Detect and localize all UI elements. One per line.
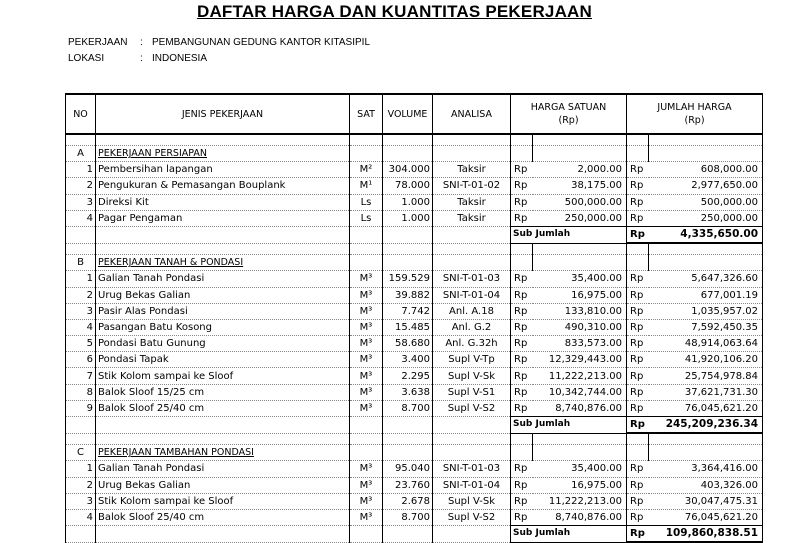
empty-cell xyxy=(350,445,383,461)
table-row xyxy=(66,336,763,352)
item-jenis: Pengukuran & Pemasangan Bouplank xyxy=(96,178,350,194)
empty-cell xyxy=(66,526,96,543)
item-no: 3 xyxy=(66,303,96,319)
empty-cell xyxy=(383,433,433,445)
item-harga-satuan: 35,400.00 xyxy=(533,461,627,477)
subtotal-row xyxy=(66,526,763,543)
empty-cell xyxy=(649,134,763,146)
empty-cell xyxy=(350,226,383,243)
meta-colon: : xyxy=(140,53,143,64)
empty-cell xyxy=(649,146,763,162)
item-jumlah-currency: Rp xyxy=(627,271,649,287)
item-volume: 39.882 xyxy=(383,287,433,303)
item-analisa: Supl V-Tp xyxy=(433,352,511,368)
item-harga-satuan: 11,222,213.00 xyxy=(533,493,627,509)
item-no: 9 xyxy=(66,400,96,416)
item-no: 1 xyxy=(66,162,96,178)
empty-cell xyxy=(533,445,627,461)
table-row xyxy=(66,384,763,400)
table-row xyxy=(66,368,763,384)
item-harga-currency: Rp xyxy=(511,319,533,335)
header-harga-satuan xyxy=(511,94,627,134)
empty-cell xyxy=(350,433,383,445)
item-jumlah-currency: Rp xyxy=(627,352,649,368)
empty-cell xyxy=(511,146,533,162)
item-jenis: Stik Kolom sampai ke Sloof xyxy=(96,368,350,384)
item-analisa: Supl V-S1 xyxy=(433,384,511,400)
section-name: PEKERJAAN TANAH & PONDASI xyxy=(96,255,350,271)
item-harga-currency: Rp xyxy=(511,210,533,226)
blank-row xyxy=(66,134,763,146)
item-analisa: SNI-T-01-04 xyxy=(433,287,511,303)
section-header-row xyxy=(66,445,763,461)
item-harga-currency: Rp xyxy=(511,509,533,525)
item-harga-satuan: 500,000.00 xyxy=(533,194,627,210)
item-jenis: Stik Kolom sampai ke Sloof xyxy=(96,493,350,509)
item-jumlah-harga: 48,914,063.64 xyxy=(649,336,763,352)
subtotal-currency: Rp xyxy=(627,526,649,543)
meta-lokasi-value: INDONESIA xyxy=(152,53,208,64)
item-harga-satuan: 11,222,213.00 xyxy=(533,368,627,384)
item-harga-currency: Rp xyxy=(511,178,533,194)
item-jumlah-currency: Rp xyxy=(627,210,649,226)
item-sat: M³ xyxy=(350,352,383,368)
subtotal-value: 245,209,236.34 xyxy=(649,417,763,434)
item-volume: 3.638 xyxy=(383,384,433,400)
empty-cell xyxy=(96,134,350,146)
item-jumlah-currency: Rp xyxy=(627,178,649,194)
table-row xyxy=(66,303,763,319)
item-jumlah-harga: 25,754,978.84 xyxy=(649,368,763,384)
item-sat: M¹ xyxy=(350,178,383,194)
item-no: 2 xyxy=(66,178,96,194)
empty-cell xyxy=(433,526,511,543)
meta-lokasi xyxy=(68,53,207,64)
table-row xyxy=(66,400,763,416)
subtotal-value: 4,335,650.00 xyxy=(649,226,763,243)
meta-pekerjaan-label: PEKERJAAN xyxy=(68,37,128,48)
item-harga-currency: Rp xyxy=(511,336,533,352)
section-code: A xyxy=(66,146,96,162)
subtotal-label: Sub Jumlah xyxy=(511,226,627,243)
item-jumlah-harga: 403,326.00 xyxy=(649,477,763,493)
item-jenis: Galian Tanah Pondasi xyxy=(96,461,350,477)
item-jenis: Pasangan Batu Kosong xyxy=(96,319,350,335)
header-sat: SAT xyxy=(350,94,383,134)
item-volume: 159.529 xyxy=(383,271,433,287)
empty-cell xyxy=(66,417,96,434)
meta-pekerjaan xyxy=(68,37,370,48)
item-analisa: Anl. A.18 xyxy=(433,303,511,319)
header-jumlah-harga-label: JUMLAH HARGA xyxy=(657,102,732,113)
item-sat: M³ xyxy=(350,287,383,303)
item-jumlah-currency: Rp xyxy=(627,303,649,319)
item-analisa: SNI-T-01-03 xyxy=(433,461,511,477)
table-header-row xyxy=(66,94,763,134)
item-harga-satuan: 8,740,876.00 xyxy=(533,509,627,525)
item-sat: Ls xyxy=(350,194,383,210)
empty-cell xyxy=(350,417,383,434)
empty-cell xyxy=(511,255,533,271)
item-harga-satuan: 8,740,876.00 xyxy=(533,400,627,416)
header-jumlah-harga xyxy=(627,94,763,134)
meta-colon: : xyxy=(140,37,143,48)
item-harga-satuan: 16,975.00 xyxy=(533,477,627,493)
table-row xyxy=(66,271,763,287)
item-harga-satuan: 38,175.00 xyxy=(533,178,627,194)
table-row xyxy=(66,461,763,477)
item-harga-satuan: 490,310.00 xyxy=(533,319,627,335)
empty-cell xyxy=(433,445,511,461)
item-harga-satuan: 16,975.00 xyxy=(533,287,627,303)
item-harga-currency: Rp xyxy=(511,477,533,493)
table-row xyxy=(66,194,763,210)
item-harga-currency: Rp xyxy=(511,368,533,384)
empty-cell xyxy=(433,433,511,445)
subtotal-currency: Rp xyxy=(627,226,649,243)
item-no: 6 xyxy=(66,352,96,368)
header-harga-satuan-unit: (Rp) xyxy=(558,115,579,126)
empty-cell xyxy=(627,445,649,461)
empty-cell xyxy=(649,255,763,271)
item-jumlah-harga: 1,035,957.02 xyxy=(649,303,763,319)
item-jenis: Balok Sloof 15/25 cm xyxy=(96,384,350,400)
item-sat: M³ xyxy=(350,336,383,352)
item-jumlah-harga: 250,000.00 xyxy=(649,210,763,226)
item-jumlah-currency: Rp xyxy=(627,461,649,477)
item-jenis: Balok Sloof 25/40 cm xyxy=(96,400,350,416)
item-jenis: Pagar Pengaman xyxy=(96,210,350,226)
item-sat: M³ xyxy=(350,384,383,400)
empty-cell xyxy=(433,226,511,243)
header-jumlah-harga-unit: (Rp) xyxy=(684,115,705,126)
item-sat: M³ xyxy=(350,400,383,416)
item-volume: 95.040 xyxy=(383,461,433,477)
item-jenis: Pondasi Tapak xyxy=(96,352,350,368)
item-harga-currency: Rp xyxy=(511,287,533,303)
item-analisa: Taksir xyxy=(433,210,511,226)
item-harga-satuan: 833,573.00 xyxy=(533,336,627,352)
header-jenis: JENIS PEKERJAAN xyxy=(96,94,350,134)
empty-cell xyxy=(350,134,383,146)
empty-cell xyxy=(66,134,96,146)
item-jumlah-currency: Rp xyxy=(627,319,649,335)
item-no: 3 xyxy=(66,493,96,509)
item-analisa: Anl. G.32h xyxy=(433,336,511,352)
item-sat: M² xyxy=(350,162,383,178)
item-jumlah-harga: 500,000.00 xyxy=(649,194,763,210)
empty-cell xyxy=(96,243,350,255)
item-analisa: Supl V-Sk xyxy=(433,493,511,509)
subtotal-row xyxy=(66,417,763,434)
item-sat: M³ xyxy=(350,461,383,477)
empty-cell xyxy=(350,526,383,543)
empty-cell xyxy=(350,243,383,255)
item-volume: 2.295 xyxy=(383,368,433,384)
section-code: C xyxy=(66,445,96,461)
item-sat: Ls xyxy=(350,210,383,226)
empty-cell xyxy=(383,134,433,146)
table-row xyxy=(66,287,763,303)
empty-cell xyxy=(511,243,533,255)
table-row xyxy=(66,493,763,509)
empty-cell xyxy=(627,134,649,146)
item-jumlah-currency: Rp xyxy=(627,493,649,509)
item-harga-satuan: 12,329,443.00 xyxy=(533,352,627,368)
item-jumlah-harga: 76,045,621.20 xyxy=(649,400,763,416)
item-analisa: Anl. G.2 xyxy=(433,319,511,335)
item-jumlah-currency: Rp xyxy=(627,400,649,416)
item-jumlah-currency: Rp xyxy=(627,477,649,493)
item-harga-satuan: 2,000.00 xyxy=(533,162,627,178)
item-jumlah-harga: 76,045,621.20 xyxy=(649,509,763,525)
blank-row xyxy=(66,433,763,445)
item-jenis: Urug Bekas Galian xyxy=(96,477,350,493)
empty-cell xyxy=(511,445,533,461)
header-analisa: ANALISA xyxy=(433,94,511,134)
item-jumlah-harga: 41,920,106.20 xyxy=(649,352,763,368)
empty-cell xyxy=(533,134,627,146)
empty-cell xyxy=(383,417,433,434)
empty-cell xyxy=(649,445,763,461)
item-jumlah-harga: 37,621,731.30 xyxy=(649,384,763,400)
empty-cell xyxy=(383,146,433,162)
header-harga-satuan-label: HARGA SATUAN xyxy=(530,102,607,113)
empty-cell xyxy=(433,417,511,434)
item-harga-currency: Rp xyxy=(511,493,533,509)
item-volume: 3.400 xyxy=(383,352,433,368)
empty-cell xyxy=(649,433,763,445)
empty-cell xyxy=(383,526,433,543)
empty-cell xyxy=(433,146,511,162)
subtotal-row xyxy=(66,226,763,243)
empty-cell xyxy=(627,146,649,162)
item-jenis: Galian Tanah Pondasi xyxy=(96,271,350,287)
item-harga-currency: Rp xyxy=(511,352,533,368)
item-volume: 1.000 xyxy=(383,194,433,210)
empty-cell xyxy=(350,255,383,271)
blank-row xyxy=(66,243,763,255)
item-harga-currency: Rp xyxy=(511,384,533,400)
item-analisa: Supl V-Sk xyxy=(433,368,511,384)
item-jenis: Pembersihan lapangan xyxy=(96,162,350,178)
section-code: B xyxy=(66,255,96,271)
item-no: 4 xyxy=(66,210,96,226)
item-jenis: Balok Sloof 25/40 cm xyxy=(96,509,350,525)
item-no: 4 xyxy=(66,319,96,335)
item-jumlah-currency: Rp xyxy=(627,194,649,210)
item-volume: 58.680 xyxy=(383,336,433,352)
section-name: PEKERJAAN PERSIAPAN xyxy=(96,146,350,162)
section-header-row xyxy=(66,146,763,162)
item-harga-satuan: 35,400.00 xyxy=(533,271,627,287)
item-jumlah-harga: 677,001.19 xyxy=(649,287,763,303)
item-harga-satuan: 250,000.00 xyxy=(533,210,627,226)
item-jumlah-currency: Rp xyxy=(627,509,649,525)
item-analisa: SNI-T-01-04 xyxy=(433,477,511,493)
empty-cell xyxy=(533,146,627,162)
item-analisa: Taksir xyxy=(433,194,511,210)
empty-cell xyxy=(96,433,350,445)
empty-cell xyxy=(383,243,433,255)
subtotal-currency: Rp xyxy=(627,417,649,434)
empty-cell xyxy=(350,146,383,162)
empty-cell xyxy=(433,243,511,255)
table-row xyxy=(66,509,763,525)
item-volume: 1.000 xyxy=(383,210,433,226)
item-harga-currency: Rp xyxy=(511,461,533,477)
item-volume: 8.700 xyxy=(383,400,433,416)
item-jenis: Pondasi Batu Gunung xyxy=(96,336,350,352)
item-analisa: Supl V-S2 xyxy=(433,400,511,416)
empty-cell xyxy=(96,526,350,543)
item-volume: 8.700 xyxy=(383,509,433,525)
item-no: 3 xyxy=(66,194,96,210)
item-volume: 304.000 xyxy=(383,162,433,178)
table-row xyxy=(66,210,763,226)
empty-cell xyxy=(383,255,433,271)
item-no: 1 xyxy=(66,271,96,287)
item-jumlah-currency: Rp xyxy=(627,336,649,352)
item-jumlah-harga: 2,977,650.00 xyxy=(649,178,763,194)
header-no: NO xyxy=(66,94,96,134)
header-volume: VOLUME xyxy=(383,94,433,134)
item-no: 4 xyxy=(66,509,96,525)
item-harga-currency: Rp xyxy=(511,303,533,319)
item-harga-satuan: 10,342,744.00 xyxy=(533,384,627,400)
table-row xyxy=(66,162,763,178)
item-volume: 2.678 xyxy=(383,493,433,509)
item-harga-currency: Rp xyxy=(511,400,533,416)
table-row xyxy=(66,178,763,194)
empty-cell xyxy=(533,433,627,445)
item-sat: M³ xyxy=(350,303,383,319)
empty-cell xyxy=(383,226,433,243)
price-quantity-table xyxy=(65,93,763,543)
table-row xyxy=(66,352,763,368)
item-jumlah-currency: Rp xyxy=(627,287,649,303)
item-jumlah-currency: Rp xyxy=(627,162,649,178)
page-title: DAFTAR HARGA DAN KUANTITAS PEKERJAAN xyxy=(196,2,593,21)
item-jumlah-harga: 3,364,416.00 xyxy=(649,461,763,477)
empty-cell xyxy=(96,226,350,243)
item-volume: 78.000 xyxy=(383,178,433,194)
empty-cell xyxy=(627,243,649,255)
item-sat: M³ xyxy=(350,368,383,384)
table-row xyxy=(66,477,763,493)
empty-cell xyxy=(66,433,96,445)
table-row xyxy=(66,319,763,335)
item-analisa: Supl V-S2 xyxy=(433,509,511,525)
item-no: 5 xyxy=(66,336,96,352)
empty-cell xyxy=(66,226,96,243)
meta-lokasi-label: LOKASI xyxy=(68,53,105,64)
item-sat: M³ xyxy=(350,493,383,509)
item-analisa: SNI-T-01-02 xyxy=(433,178,511,194)
item-jumlah-harga: 30,047,475.31 xyxy=(649,493,763,509)
item-harga-currency: Rp xyxy=(511,194,533,210)
empty-cell xyxy=(511,134,533,146)
item-jumlah-harga: 5,647,326.60 xyxy=(649,271,763,287)
empty-cell xyxy=(649,243,763,255)
item-analisa: Taksir xyxy=(433,162,511,178)
empty-cell xyxy=(66,243,96,255)
item-no: 2 xyxy=(66,477,96,493)
subtotal-label: Sub Jumlah xyxy=(511,526,627,543)
item-sat: M³ xyxy=(350,271,383,287)
item-analisa: SNI-T-01-03 xyxy=(433,271,511,287)
item-sat: M³ xyxy=(350,477,383,493)
empty-cell xyxy=(96,417,350,434)
item-jenis: Pasir Alas Pondasi xyxy=(96,303,350,319)
empty-cell xyxy=(533,255,627,271)
item-harga-satuan: 133,810.00 xyxy=(533,303,627,319)
item-harga-currency: Rp xyxy=(511,271,533,287)
item-no: 8 xyxy=(66,384,96,400)
meta-pekerjaan-value: PEMBANGUNAN GEDUNG KANTOR KITASIPIL xyxy=(152,37,371,48)
item-volume: 7.742 xyxy=(383,303,433,319)
empty-cell xyxy=(627,433,649,445)
item-no: 1 xyxy=(66,461,96,477)
empty-cell xyxy=(533,243,627,255)
empty-cell xyxy=(383,445,433,461)
item-sat: M³ xyxy=(350,319,383,335)
item-jumlah-currency: Rp xyxy=(627,384,649,400)
item-jumlah-harga: 7,592,450.35 xyxy=(649,319,763,335)
item-no: 2 xyxy=(66,287,96,303)
section-header-row xyxy=(66,255,763,271)
item-harga-currency: Rp xyxy=(511,162,533,178)
empty-cell xyxy=(433,255,511,271)
section-name: PEKERJAAN TAMBAHAN PONDASI xyxy=(96,445,350,461)
item-volume: 15.485 xyxy=(383,319,433,335)
empty-cell xyxy=(433,134,511,146)
empty-cell xyxy=(511,433,533,445)
item-jumlah-currency: Rp xyxy=(627,368,649,384)
item-jenis: Direksi Kit xyxy=(96,194,350,210)
subtotal-value: 109,860,838.51 xyxy=(649,526,763,543)
empty-cell xyxy=(627,255,649,271)
item-jenis: Urug Bekas Galian xyxy=(96,287,350,303)
subtotal-label: Sub Jumlah xyxy=(511,417,627,434)
item-volume: 23.760 xyxy=(383,477,433,493)
item-no: 7 xyxy=(66,368,96,384)
item-sat: M³ xyxy=(350,509,383,525)
item-jumlah-harga: 608,000.00 xyxy=(649,162,763,178)
